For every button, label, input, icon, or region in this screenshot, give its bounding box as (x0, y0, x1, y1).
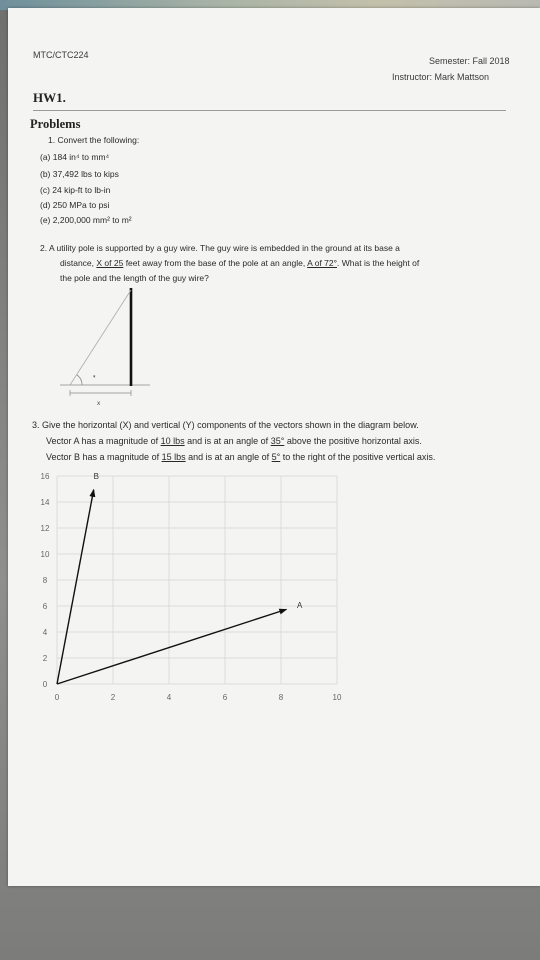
problem-1-item-c: (c) 24 kip-ft to lb-in (40, 185, 111, 195)
problems-heading: Problems (30, 117, 81, 131)
x-tick-label: 2 (110, 693, 116, 702)
vector-a-arrow (57, 609, 286, 684)
y-tick-label: 12 (40, 524, 50, 533)
x-tick-label: 0 (54, 693, 60, 702)
problem-1-item-e: (e) 2,200,000 mm² to m² (40, 215, 132, 225)
problem-3-line-1: 3. Give the horizontal (X) and vertical (Y) components of the vectors shown in the diagram below. (32, 420, 419, 430)
vector-b-angle: 5° (271, 452, 281, 462)
problem-2-text-height: . What is the height of (337, 258, 420, 268)
problem-3-text-a-ref: above the positive horizontal axis. (284, 436, 422, 446)
instructor-label: Instructor: Mark Mattson (392, 72, 490, 82)
problem-1-item-d: (d) 250 MPa to psi (40, 200, 110, 210)
y-tick-label: 6 (42, 602, 48, 611)
x-tick-label: 4 (166, 693, 172, 702)
problem-2-text-distance: distance, (60, 258, 97, 268)
vector-b-label: B (93, 472, 99, 482)
angle-arc (77, 375, 82, 385)
problem-2-line-2 (60, 258, 419, 268)
problem-1-item-b: (b) 37,492 lbs to kips (40, 169, 119, 179)
y-tick-label: 14 (40, 498, 50, 507)
x-tick-label: 8 (278, 693, 284, 702)
problem-3-text-b-angle: and is at an angle of (185, 452, 272, 462)
chart-vectors (57, 472, 303, 684)
semester-label: Semester: Fall 2018 (429, 56, 510, 66)
utility-pole-figure (60, 286, 160, 416)
course-code: MTC/CTC224 (33, 50, 89, 60)
x-tick-label: 6 (222, 693, 228, 702)
problem-3-line-2 (46, 436, 422, 446)
y-tick-label: 8 (42, 576, 48, 585)
y-tick-label: 4 (42, 628, 48, 637)
problem-1-item-a: (a) 184 in⁴ to mm⁴ (40, 152, 110, 162)
chart-ticks (41, 472, 342, 702)
problem-3-text-b-mag: Vector B has a magnitude of (46, 452, 162, 462)
problem-3-text-a-mag: Vector A has a magnitude of (46, 436, 161, 446)
vector-a-magnitude: 10 lbs (160, 436, 185, 446)
homework-title: HW1. (33, 90, 66, 105)
y-tick-label: 2 (42, 654, 48, 663)
header-divider (33, 110, 506, 111)
problem-2-x-value: X of 25 (96, 258, 124, 268)
vector-a-angle: 35° (270, 436, 285, 446)
angle-marker: ▾ (93, 374, 96, 380)
y-tick-label: 0 (42, 680, 48, 689)
problem-2-angle-value: A of 72° (307, 258, 338, 268)
problem-1-title: 1. Convert the following: (48, 135, 140, 145)
problem-3-text-a-angle: and is at an angle of (184, 436, 271, 446)
y-tick-label: 10 (40, 550, 50, 559)
problem-2-text-angle: feet away from the base of the pole at an angle, (123, 258, 308, 268)
vector-diagram (25, 462, 355, 712)
y-tick-label: 16 (40, 472, 50, 481)
vector-b-magnitude: 15 lbs (161, 452, 186, 462)
problem-2-line-3: the pole and the length of the guy wire? (60, 273, 209, 283)
x-dimension-label: x (97, 400, 101, 407)
vector-b-arrow (57, 490, 94, 684)
problem-2-line-1: 2. A utility pole is supported by a guy wire. The guy wire is embedded in the ground at its base a (40, 243, 400, 253)
x-tick-label: 10 (332, 693, 342, 702)
chart-grid (57, 476, 337, 684)
problem-3-text-b-ref: to the right of the positive vertical axis. (280, 452, 436, 462)
vector-a-label: A (296, 601, 303, 611)
problem-3-line-3 (46, 452, 435, 462)
guy-wire (70, 290, 131, 385)
